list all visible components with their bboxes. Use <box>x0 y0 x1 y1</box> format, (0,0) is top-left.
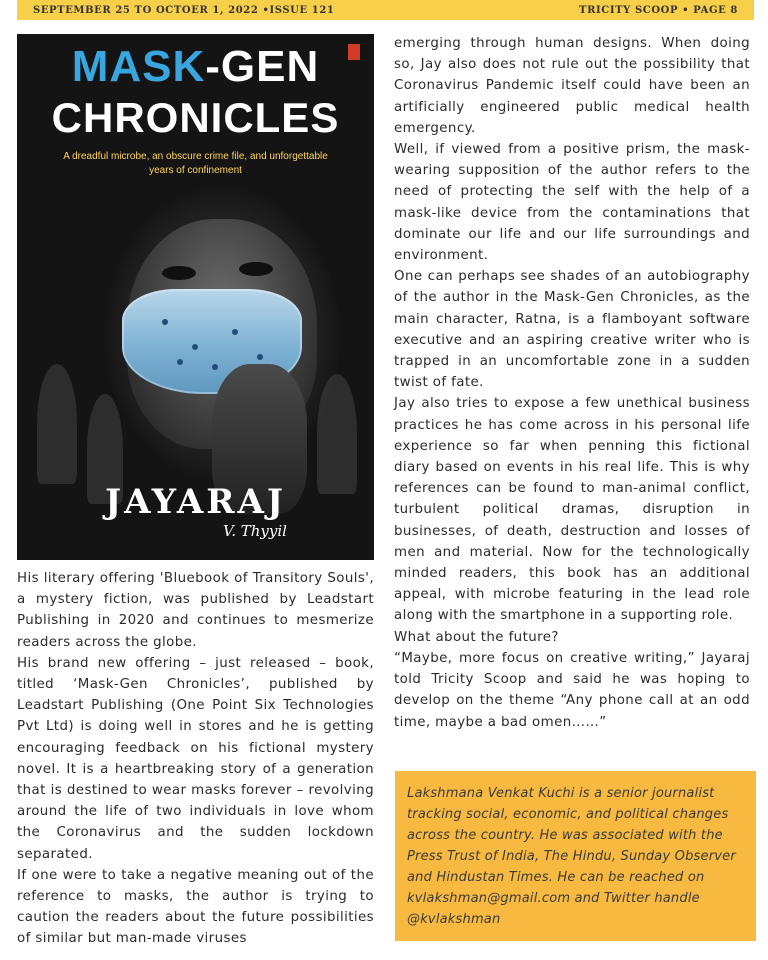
virus-dot <box>212 364 218 370</box>
publication-page: TRICITY SCOOP • PAGE 8 <box>579 4 738 16</box>
silhouette-figure <box>317 374 357 494</box>
paragraph: His brand new offering – just released – book, titled ‘Mask-Gen Chronicles’, published by Leadstart Publishing (One Point Six Technologies Pvt Ltd) is doing well in stores and he is getting encouraging feedback on his fictional mystery novel. It is a heartbreaking story of a generation that is destined to wear masks forever – revolving around the life of two individuals in love whom the Coronavirus and the sudden lockdown separated. <box>17 655 374 862</box>
left-column <box>17 568 374 950</box>
silhouette-figure <box>37 364 77 484</box>
issue-date: SEPTEMBER 25 TO OCTOER 1, 2022 •ISSUE 121 <box>33 4 335 16</box>
cover-signature: V. Thyyil <box>223 522 287 540</box>
virus-dot <box>162 319 168 325</box>
page-header <box>17 0 754 20</box>
paragraph: If one were to take a negative meaning out of the reference to masks, the author is trying to caution the readers about the future possibilities of similar but man-made viruses <box>17 867 374 947</box>
virus-dot <box>177 359 183 365</box>
paragraph: Jay also tries to expose a few unethical business practices he has come across in his personal life experience so far when penning this fictional diary based on events in his real life. This is why references can be found to man-animal conflict, turbulent political dramas, disruption in businesses, of death, destruction and losses of men and material. Now for the technologically minded readers, this book has an additional appeal, with microbe featuring in the lead role along with the smartphone in a supporting role. <box>394 396 750 624</box>
virus-dot <box>232 329 238 335</box>
paragraph: His literary offering 'Bluebook of Transitory Souls', a mystery fiction, was published by Leadstart Publishing in 2020 and continues to mesmerize readers across the globe. <box>17 571 374 650</box>
author-bio-text: Lakshmana Venkat Kuchi is a senior journalist tracking social, economic, and political changes across the country. He was associated with the Press Trust of India, The Hindu, Sunday Observer and Hindustan Times. He can be reached on kvlakshman@gmail.com and Twitter handle @kvlakshman <box>407 786 736 927</box>
virus-dot <box>257 354 263 360</box>
cover-eye <box>239 262 273 276</box>
cover-eye <box>162 266 196 280</box>
cover-title-mask: MASK <box>71 42 206 91</box>
author-bio-box <box>395 771 756 941</box>
cover-title-line2: CHRONICLES <box>51 94 340 141</box>
virus-dot <box>192 344 198 350</box>
paragraph: “Maybe, more focus on creative writing,” Jayaraj told Tricity Scoop and said he was hoping to develop on the theme “Any phone call at an odd time, maybe a bad omen……” <box>394 650 750 730</box>
paragraph: Well, if viewed from a positive prism, the mask-wearing supposition of the author refers to the need of protecting the self with the help of a mask-like device from the contaminations that dominate our life and our life surroundings and environment. <box>394 142 750 264</box>
cover-tagline: A dreadful microbe, an obscure crime file, and unforgettable years of confinement <box>63 151 328 176</box>
cover-title-line1 <box>17 42 374 92</box>
right-column <box>394 33 750 733</box>
book-cover-image <box>17 34 374 560</box>
cover-title-gen: -GEN <box>205 42 320 91</box>
cover-author: JAYARAJ <box>105 482 286 522</box>
paragraph: What about the future? <box>394 629 559 645</box>
paragraph: emerging through human designs. When doing so, Jay also does not rule out the possibility that Coronavirus Pandemic itself could have been an artificially engineered public medical health emergency. <box>394 36 750 136</box>
paragraph: One can perhaps see shades of an autobiography of the author in the Mask-Gen Chronicles, as the main character, Ratna, is a flamboyant software executive and an aspiring creative writer who is trapped in an uncomfortable zone in a sudden twist of fate. <box>394 269 750 391</box>
